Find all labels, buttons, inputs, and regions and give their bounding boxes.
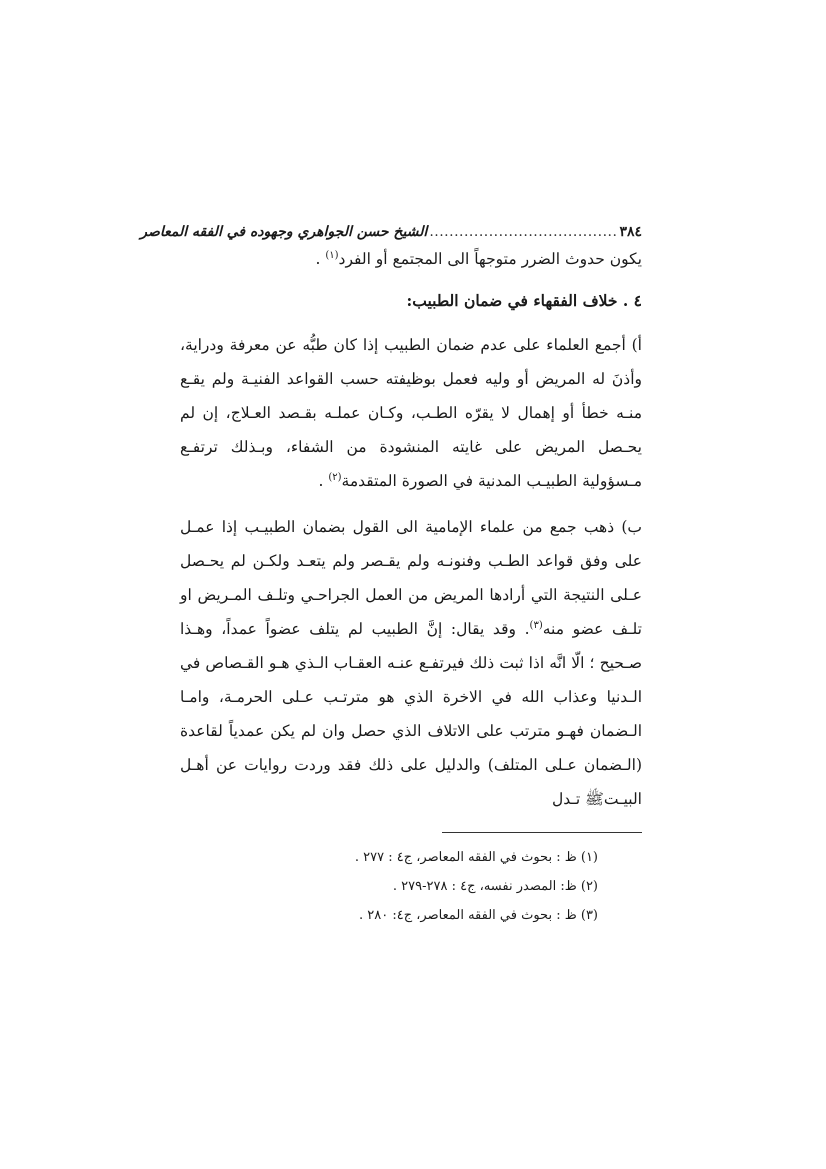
- paragraph-b: ب) ذهب جمع من علماء الإمامية الى القول بضمان الطبيـب إذا عمـل على وفق قواعد الطـب وفنونـه ولم يقـصر ولم يتعـد ولكـن لم يحـصل عـلى النتيجة التي أرادها المريض من العمل الجراحـي وتلـف المـريض او تلـف عضو منه$^{(٣)}$. وقد يقال: إنَّ الطبيب لم يتلف عضواً عمداً، وهـذا صـحيح ؛ الّا انَّه اذا ثبت ذلك فيرتفـع عنـه العقـاب الـذي هـو القـصاص في الـدنيا وعذاب الله في الاخرة الذي هو مترتـب عـلى الحرمـة، وامـا الـضمان فهـو مترتب على الاتلاف الذي حصل وان لم يكن عمدياً لقاعدة (الـضمان عـلى المتلف) والدليل على ذلك فقد وردت روايات عن أهـل البيـتﷺ تـدل: [180, 518, 643, 808]
- footnote-marker-1: (١): [325, 249, 339, 261]
- section-heading: ٤ . خلاف الفقهاء في ضمان الطبيب:: [406, 291, 642, 310]
- paragraph-a: أ) أجمع العلماء على عدم ضمان الطبيب إذا كان طبُّه عن معرفة ودراية، وأذنَ له المريض أو وليه فعمل بوظيفته حسب القواعد الفنيـة ولم يقـع منـه خطأ أو إهمال لا يقرّه الطـب، وكـان عملـه بقـصد العـلاج، إن لم يحـصل المريض على غايته المنشودة من الشفاء، وبـذلك ترتفـع مـسؤولية الطبيـب المدنية في الصورة المتقدمة$^{(٢)}$ .: [180, 336, 642, 490]
- book-page: [140, 222, 643, 930]
- footnotes: [180, 843, 642, 930]
- footnote-3: (٣) ظ : بحوث في الفقه المعاصر، ج٤: ٢٨٠ .: [358, 908, 598, 923]
- footnote-marker-3: (٣): [529, 619, 543, 631]
- running-title: الشيخ حسن الجواهري وجهوده في الفقه المعاصر: [140, 224, 428, 240]
- footnote-1: (١) ظ : بحوث في الفقه المعاصر، ج٤ : ٢٧٧ .: [354, 850, 598, 865]
- footnote-2: (٢) ظ: المصدر نفسه، ج٤ : ٢٧٨-٢٧٩ .: [392, 879, 598, 894]
- footnote-divider: [442, 832, 642, 833]
- running-header: [140, 222, 642, 242]
- footnote-marker-2: (٢): [328, 471, 342, 483]
- body-text: [180, 242, 642, 816]
- intro-line: يكون حدوث الضرر متوجهاً الى المجتمع أو الفرد$^{(١)}$ .: [315, 249, 642, 268]
- page-number: ٣٨٤: [619, 224, 642, 240]
- leader-dots: ......................................: [429, 224, 618, 240]
